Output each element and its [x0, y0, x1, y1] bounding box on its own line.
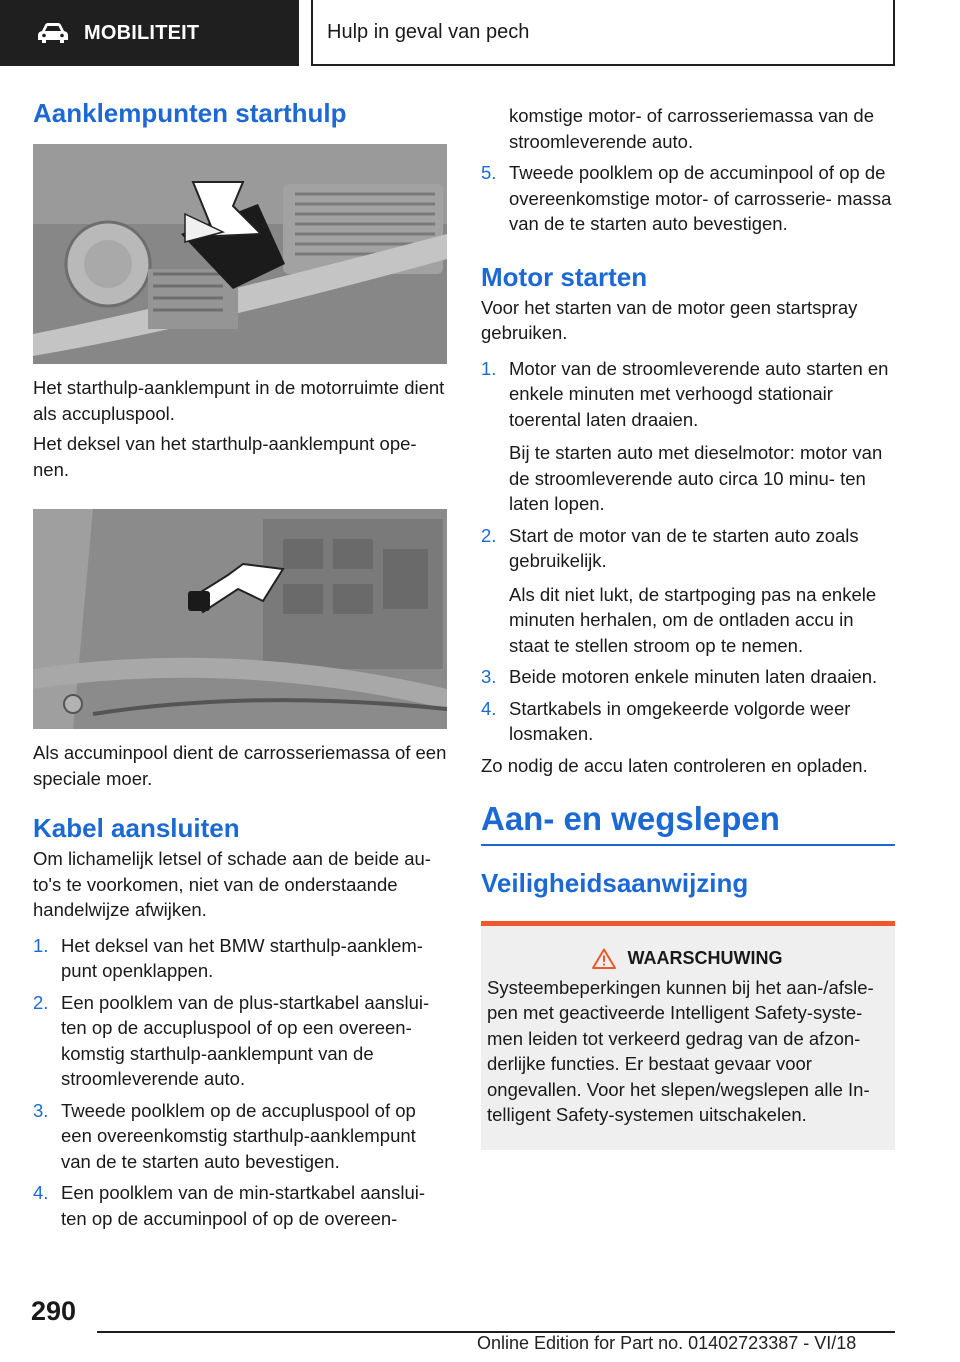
chapter-tab — [311, 0, 895, 66]
footer-edition: Online Edition for Part no. 01402723387 - VI/18 — [477, 1333, 857, 1353]
steps-continued — [481, 103, 895, 237]
heading-rule — [481, 844, 895, 846]
heading-veiligheidsaanwijzing: Veiligheidsaanwijzing — [481, 867, 749, 898]
list-item: 3. Beide motoren enkele minuten laten draaien. — [481, 666, 878, 687]
engine-photo-2 — [33, 509, 447, 729]
list-item: 4. Een poolklem van de min-startkabel aanslui‐ ten op de accuminpool of op de overeen‐ — [33, 1182, 426, 1229]
paragraph-accu-controleren: Zo nodig de accu laten controleren en opladen. — [481, 754, 868, 776]
paragraph-letsel: Om lichamelijk letsel of schade aan de beide au‐ to's te voorkomen, niet van de onderstaande handelwijze afwijken. — [33, 848, 431, 921]
heading-aan-en-wegslepen: Aan- en wegslepen — [481, 800, 780, 837]
paragraph-accuminpool: Als accuminpool dient de carrosseriemassa of een speciale moer. — [33, 742, 447, 789]
car-icon — [36, 22, 70, 44]
steps-kabel — [33, 933, 447, 1232]
heading-aanklempunten: Aanklempunten starthulp — [33, 98, 347, 128]
list-item: 1. Het deksel van het BMW starthulp-aanklem‐ punt openklappen. — [33, 934, 423, 982]
page-number: 290 — [31, 1296, 77, 1326]
paragraph-startspray: Voor het starten van de motor geen startspray gebruiken. — [481, 296, 858, 343]
warning-header — [487, 948, 887, 969]
list-item: 3. Tweede poolklem op de accupluspool of op een overeenkomstig starthulp-aanklempunt van de te starten auto bevestigen. — [33, 1099, 416, 1172]
right-column — [481, 98, 895, 1150]
warning-text: Systeembeperkingen kunnen bij het aan-/afsle‐ pen met geactiveerde Intelligent Safety-syste‐ men leiden tot verkeerd gedrag van de afzon‐ derlijke functies. Er bestaat gevaar voor ongevallen. Voor het slepen/wegslepen alle In‐ telligent Safety-systemen uitschakelen. — [487, 976, 874, 1125]
engine-photo-1 — [33, 144, 447, 364]
list-item: 2. Start de motor van de te starten auto zoals gebruikelijk. Als dit niet lukt, de startpoging pas na enkele minuten herhalen, om de ontladen accu in staat te stellen stroom op te nemen. — [481, 524, 877, 656]
list-item: 5. Tweede poolklem op de accuminpool of op de overeenkomstige motor- of carrosserie‐ massa van de te starten auto bevestigen. — [481, 162, 892, 234]
section-title: MOBILITEIT — [84, 21, 200, 44]
list-item: 2. Een poolklem van de plus-startkabel aanslui‐ ten op de accupluspool of op een overeen‐ komstig starthulp-aanklempunt van de stroomleverende auto. — [33, 991, 430, 1090]
steps-motor — [481, 356, 895, 747]
warning-box — [481, 921, 895, 1150]
warning-title: WAARSCHUWING — [627, 947, 783, 968]
heading-kabel-aansluiten: Kabel aansluiten — [33, 813, 240, 844]
paragraph-deksel: Het deksel van het starthulp-aanklempunt ope‐ nen. — [33, 433, 417, 480]
section-tab — [0, 0, 299, 66]
paragraph-accupluspool: Het starthulp-aanklempunt in de motorruimte dient als accupluspool. — [33, 377, 445, 424]
list-item: 1. Motor van de stroomleverende auto starten en enkele minuten met verhoogd stationair toerental laten draaien. Bij te starten auto met dieselmotor: motor van de stroomleverende auto circa 10 minu‐ ten laten lopen. — [481, 357, 889, 514]
chapter-title: Hulp in geval van pech — [327, 20, 530, 43]
heading-motor-starten: Motor starten — [481, 261, 648, 292]
left-column — [33, 98, 447, 1231]
warning-triangle-icon — [592, 948, 616, 969]
list-item-continued: komstige motor- of carrosseriemassa van de stroomleverende auto. — [509, 105, 874, 152]
list-item: 4. Startkabels in omgekeerde volgorde weer losmaken. — [481, 697, 851, 744]
